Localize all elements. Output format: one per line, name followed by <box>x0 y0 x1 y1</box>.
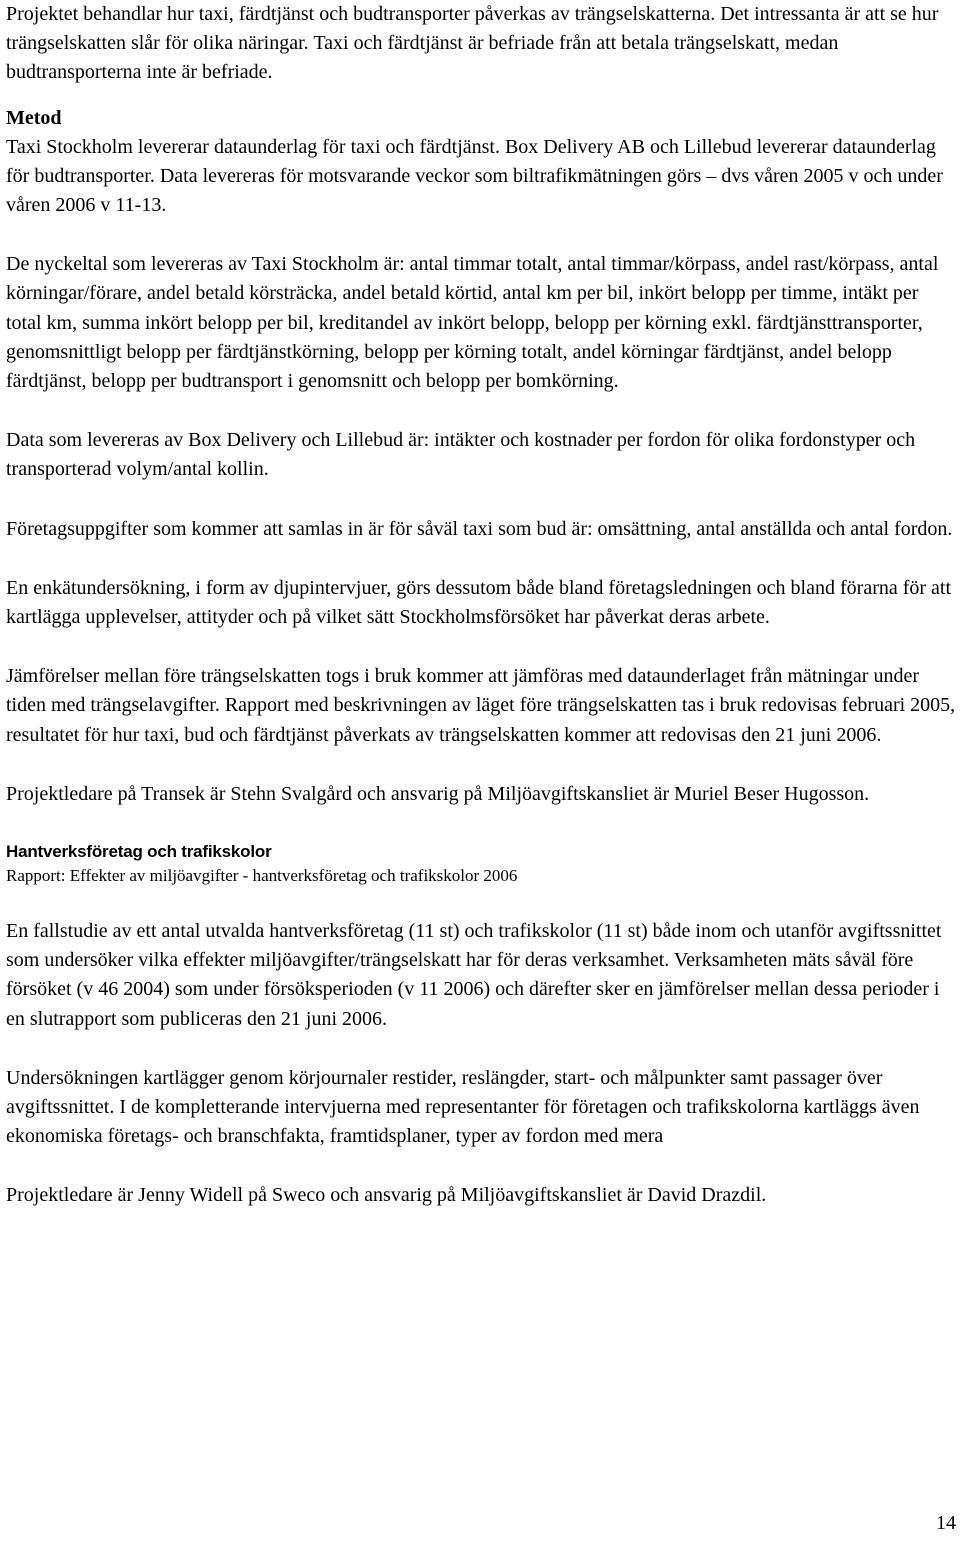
page-number: 14 <box>936 1512 956 1534</box>
hantverk-rapport-line: Rapport: Effekter av miljöavgifter - hantverksföretag och trafikskolor 2006 <box>6 866 518 886</box>
nyckeltal-paragraph: De nyckeltal som levereras av Taxi Stockholm är: antal timmar totalt, antal timmar/körpass, andel rast/körpass, antal körningar/förare, andel betald körsträcka, andel betald körtid, antal km per bil, inkört belopp per timme, intäkt per total km, summa inkört belopp per bil, kreditandel av inkört belopp, belopp per körning exkl. färdtjänsttransporter, genomsnittligt belopp per färdtjänstkörning, belopp per körning totalt, andel körningar färdtjänst, andel belopp färdtjänst, belopp per budtransport i genomsnitt och belopp per bomkörning. <box>6 253 939 393</box>
foretagsuppgifter-paragraph: Företagsuppgifter som kommer att samlas in är för såväl taxi som bud är: omsättning, antal anställda och antal fordon. <box>6 517 953 540</box>
projektledare-transek-paragraph: Projektledare på Transek är Stehn Svalgård och ansvarig på Miljöavgiftskansliet är Muriel Beser Hugosson. <box>6 782 870 805</box>
projektledare-sweco-paragraph: Projektledare är Jenny Widell på Sweco och ansvarig på Miljöavgiftskansliet är David Drazdil. <box>6 1184 767 1207</box>
box-delivery-paragraph: Data som levereras av Box Delivery och Lillebud är: intäkter och kostnader per fordon för olika fordonstyper och transporterad volym/antal kollin. <box>6 429 916 481</box>
jamforelser-paragraph: Jämförelser mellan före trängselskatten togs i bruk kommer att jämföras med dataunderlaget från mätningar under tiden med trängselavgifter. Rapport med beskrivningen av läget före trängselskatten tas i bruk redovisas februari 2005, resultatet för hur taxi, bud och färdtjänst påverkats av trängselskatten kommer att redovisas den 21 juni 2006. <box>6 665 956 746</box>
fallstudie-paragraph: En fallstudie av ett antal utvalda hantverksföretag (11 st) och trafikskolor (11 st) både inom och utanför avgiftssnittet som undersöker vilka effekter miljöavgifter/trängselskatt har för deras verksamhet. Verksamheten mäts såväl före försöket (v 46 2004) som under försöksperioden (v 11 2006) och därefter sker en jämförelser mellan dessa perioder i en slutrapport som publiceras den 21 juni 2006. <box>6 920 942 1030</box>
hantverk-heading: Hantverksföretag och trafikskolor <box>6 842 272 862</box>
metod-heading: Metod <box>6 106 62 129</box>
metod-paragraph: Taxi Stockholm levererar dataunderlag för taxi och färdtjänst. Box Delivery AB och Lillebud levererar dataunderlag för budtransporter. Data levereras för motsvarande veckor som biltrafikmätningen görs – dvs våren 2005 v och under våren 2006 v 11-13. <box>6 135 943 217</box>
intro-paragraph: Projektet behandlar hur taxi, färdtjänst och budtransporter påverkas av trängselskatterna. Det intressanta är att se hur trängselskatten slår för olika näringar. Taxi och färdtjänst är befriade från att betala trängselskatt, medan budtransporterna inte är befriade. <box>6 3 939 84</box>
document-page <box>6 0 958 1211</box>
enkat-paragraph: En enkätundersökning, i form av djupintervjuer, görs dessutom både bland företagsledningen och bland förarna för att kartlägga upplevelser, attityder och på vilket sätt Stockholmsförsöket har påverkat deras arbete. <box>6 576 952 629</box>
undersokningen-paragraph: Undersökningen kartlägger genom körjournaler restider, reslängder, start- och målpunkter samt passager över avgiftssnittet. I de kompletterande intervjuerna med representanter för företagen och trafikskolorna kartläggs även ekonomiska företags- och branschfakta, framtidsplaner, typer av fordon med mera <box>6 1066 920 1148</box>
